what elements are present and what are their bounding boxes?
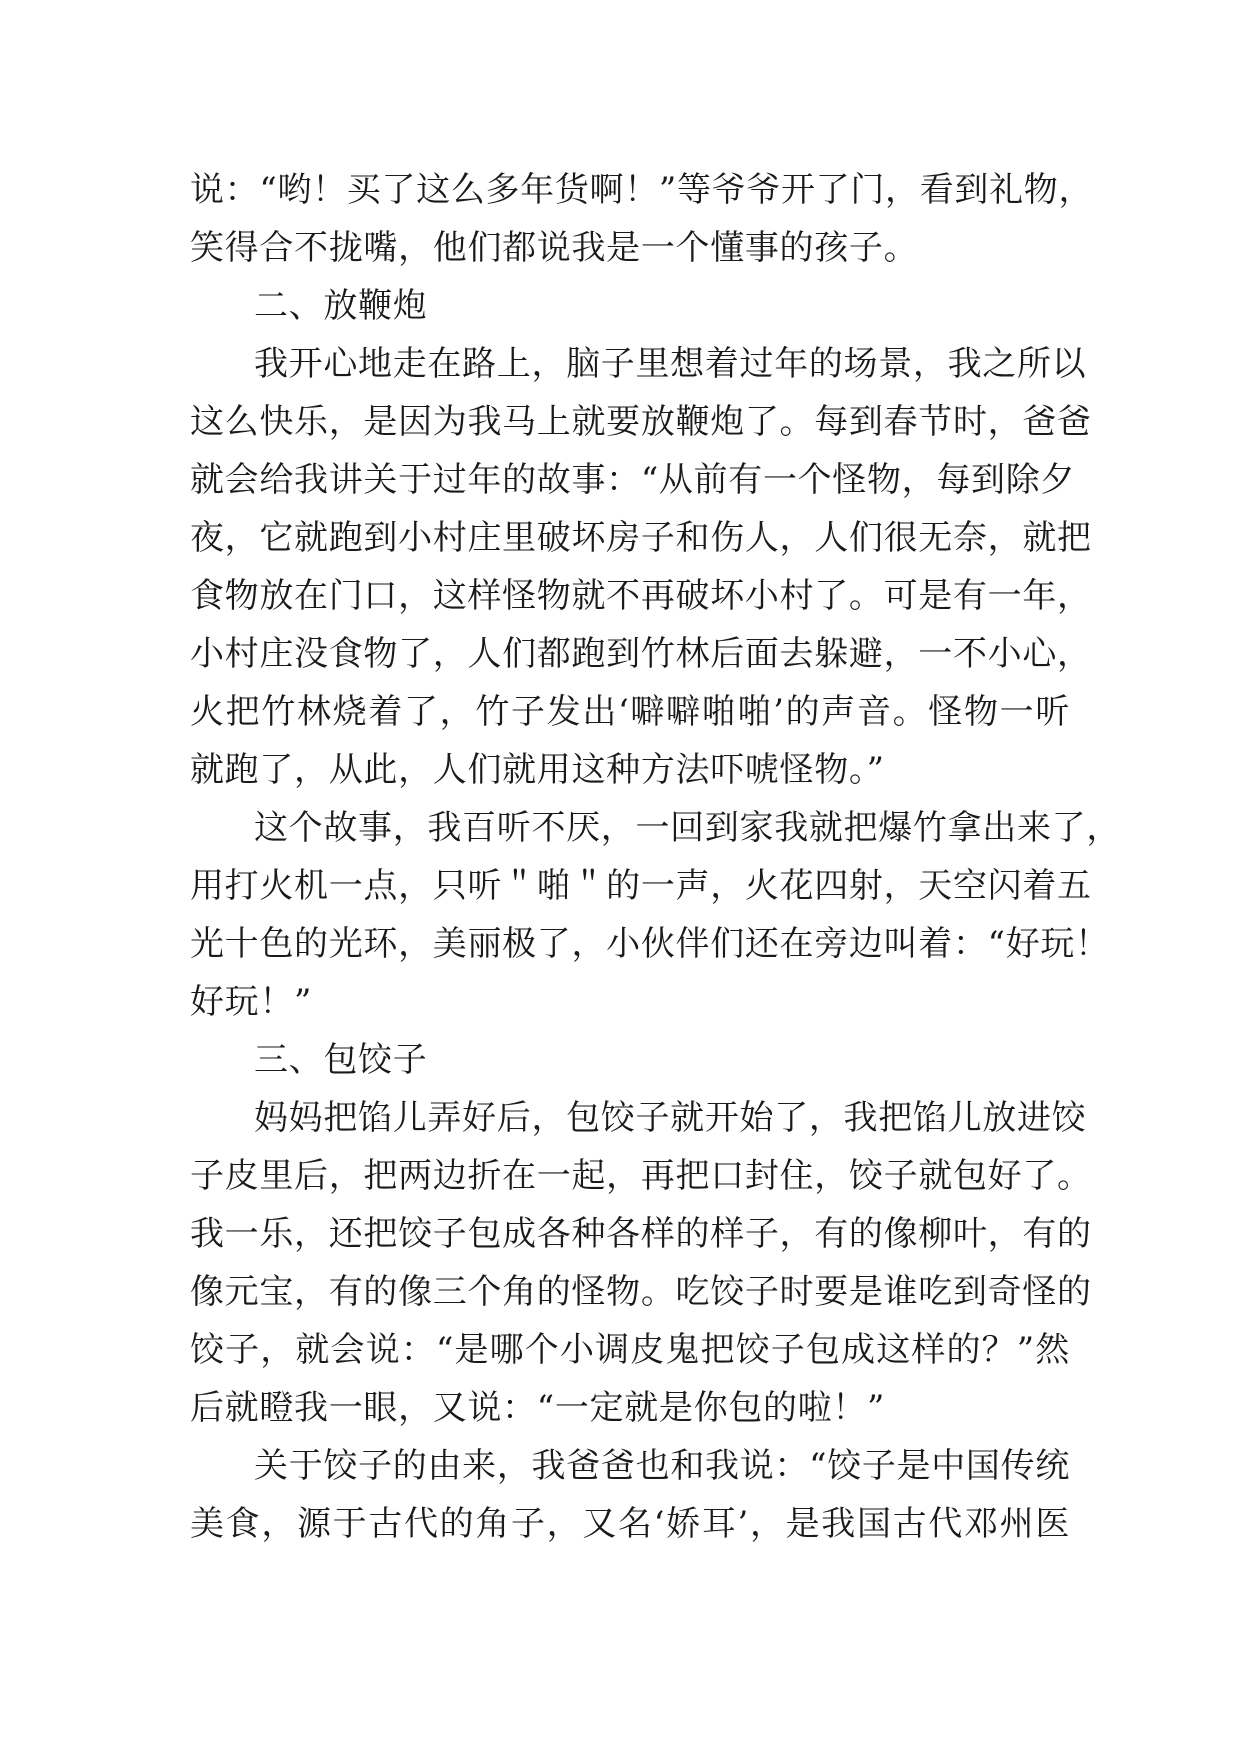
text-line: 好玩！” [190,982,313,1022]
section-heading: 二、放鞭炮 [254,286,428,326]
text-line: 我开心地走在路上，脑子里想着过年的场景，我之所以 [254,344,1087,384]
text-line: 小村庄没食物了，人们都跑到竹林后面去躲避，一不小心， [190,634,1092,674]
text-line: 笑得合不拢嘴，他们都说我是一个懂事的孩子。 [190,228,919,268]
text-line: 妈妈把馅儿弄好后，包饺子就开始了，我把馅儿放进饺 [254,1098,1087,1138]
text-line: 火把竹林烧着了，竹子发出‘噼噼啪啪’的声音。怪物一听 [190,692,1070,732]
text-line: 我一乐，还把饺子包成各种各样的样子，有的像柳叶，有的 [190,1214,1092,1254]
text-line: 饺子，就会说：“是哪个小调皮鬼把饺子包成这样的？”然 [190,1330,1070,1370]
section-heading: 三、包饺子 [254,1040,428,1080]
text-line: 这么快乐，是因为我马上就要放鞭炮了。每到春节时，爸爸 [190,402,1092,442]
text-line: 关于饺子的由来，我爸爸也和我说：“饺子是中国传统 [254,1446,1070,1486]
text-line: 美食，源于古代的角子，又名‘娇耳’，是我国古代邓州医 [190,1504,1070,1544]
text-line: 用打火机一点，只听＂啪＂的一声，火花四射，天空闪着五 [190,866,1092,906]
text-line: 光十色的光环，美丽极了，小伙伴们还在旁边叫着：“好玩！ [190,924,1110,964]
text-line: 这个故事，我百听不厌，一回到家我就把爆竹拿出来了， [254,808,1121,848]
text-line: 像元宝，有的像三个角的怪物。吃饺子时要是谁吃到奇怪的 [190,1272,1092,1312]
text-line: 子皮里后，把两边折在一起，再把口封住，饺子就包好了。 [190,1156,1092,1196]
text-line: 后就瞪我一眼，又说：“一定就是你包的啦！” [190,1388,886,1428]
text-line: 就会给我讲关于过年的故事：“从前有一个怪物，每到除夕 [190,460,1076,500]
text-line: 就跑了，从此，人们就用这种方法吓唬怪物。” [190,750,885,790]
text-line: 食物放在门口，这样怪物就不再破坏小村了。可是有一年， [190,576,1092,616]
text-line: 说：“哟！买了这么多年货啊！”等爷爷开了门，看到礼物， [190,170,1094,210]
text-line: 夜，它就跑到小村庄里破坏房子和伤人，人们很无奈，就把 [190,518,1092,558]
